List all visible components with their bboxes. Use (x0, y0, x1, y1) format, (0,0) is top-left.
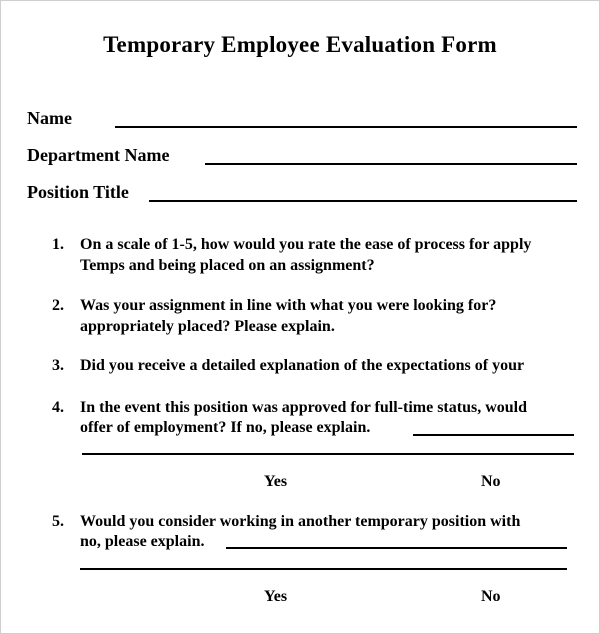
question-1-text: On a scale of 1-5, how would you rate the ease of process for apply (80, 236, 532, 253)
name-label: Name (27, 108, 72, 128)
name-field[interactable] (115, 126, 577, 128)
question-3-number: 3. (52, 357, 64, 374)
position-label: Position Title (27, 182, 129, 202)
question-4-answer-line-2[interactable] (82, 453, 574, 455)
question-1-number: 1. (52, 236, 64, 253)
question-2-text: Was your assignment in line with what you were looking for? (80, 297, 497, 314)
question-4-yes-option[interactable]: Yes (264, 473, 288, 490)
question-4-no-option[interactable]: No (481, 473, 501, 490)
question-4-answer-line[interactable] (413, 434, 574, 436)
department-label: Department Name (27, 145, 170, 165)
department-field[interactable] (205, 163, 577, 165)
question-5-text-cont: no, please explain. (80, 533, 205, 550)
question-2-text-cont: appropriately placed? Please explain. (80, 318, 335, 335)
question-4-number: 4. (52, 399, 64, 416)
question-5-answer-line-2[interactable] (80, 568, 567, 570)
question-5-number: 5. (52, 513, 64, 530)
question-2-number: 2. (52, 297, 64, 314)
question-4-text: In the event this position was approved for full-time status, would (80, 399, 528, 416)
question-4-text-cont: offer of employment? If no, please explain. (80, 419, 371, 436)
question-5-answer-line[interactable] (226, 547, 567, 549)
question-3-text: Did you receive a detailed explanation of the expectations of your (80, 357, 525, 374)
form-title: Temporary Employee Evaluation Form (103, 32, 497, 57)
question-5-no-option[interactable]: No (481, 588, 501, 605)
question-5-text: Would you consider working in another temporary position with (80, 513, 521, 530)
question-1-text-cont: Temps and being placed on an assignment? (80, 257, 375, 274)
position-field[interactable] (149, 200, 577, 202)
question-5-yes-option[interactable]: Yes (264, 588, 288, 605)
